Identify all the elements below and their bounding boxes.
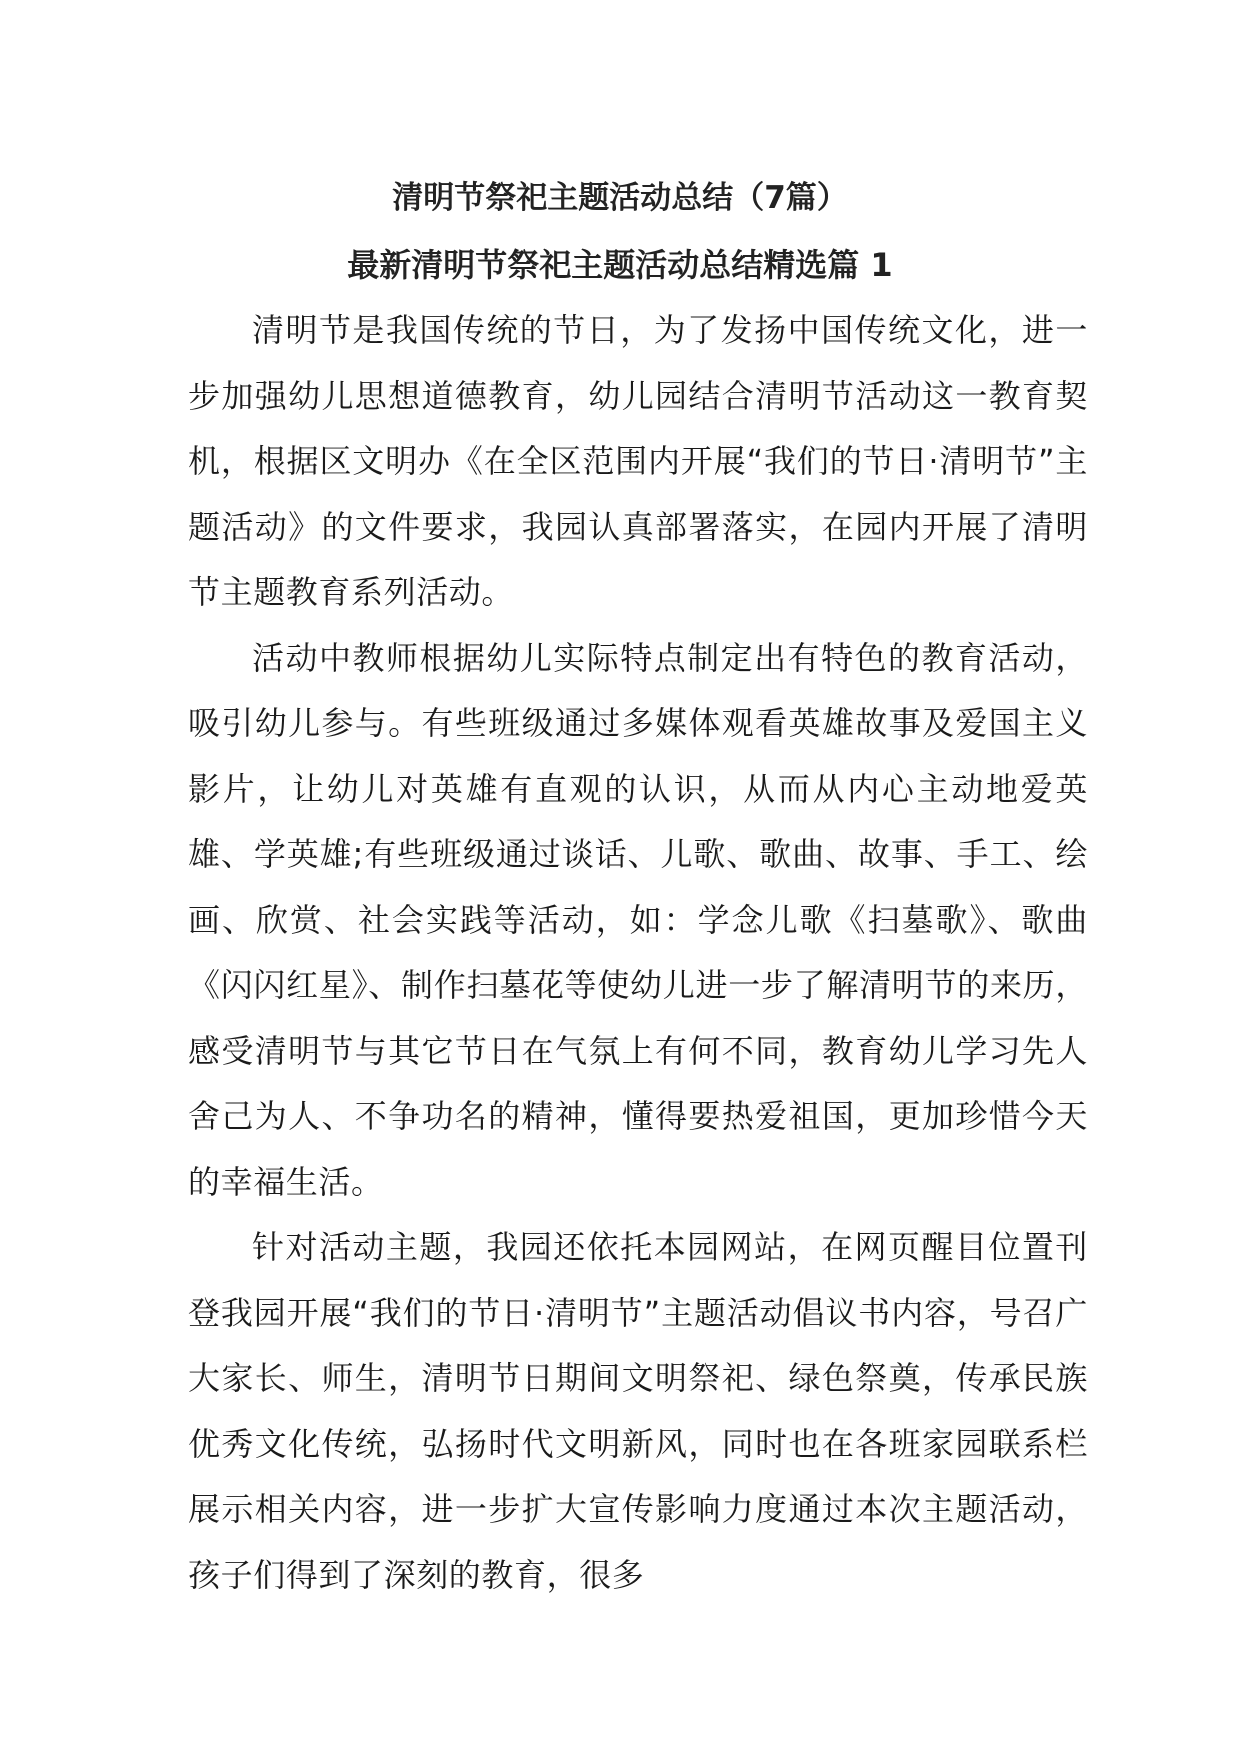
section-heading: 最新清明节祭祀主题活动总结精选篇 1 [347,246,893,284]
paragraph-3: 针对活动主题，我园还依托本园网站，在网页醒目位置刊登我园开展“我们的节日·清明节”主题活动倡议书内容，号召广大家长、师生，清明节日期间文明祭祀、绿色祭奠，传承民族优秀文化传统，弘扬时代文明新风，同时也在各班家园联系栏展示相关内容，进一步扩大宣传影响力度通过本次主题活动，孩子们得到了深刻的教育，很多 [188,1228,1088,1594]
document-title: 清明节祭祀主题活动总结（7篇） [392,180,848,216]
document-body [188,298,1088,1608]
paragraph-1: 清明节是我国传统的节日，为了发扬中国传统文化，进一步加强幼儿思想道德教育，幼儿园结合清明节活动这一教育契机，根据区文明办《在全区范围内开展“我们的节日·清明节”主题活动》的文件要求，我园认真部署落实，在园内开展了清明节主题教育系列活动。 [188,311,1088,611]
paragraph-2: 活动中教师根据幼儿实际特点制定出有特色的教育活动，吸引幼儿参与。有些班级通过多媒体观看英雄故事及爱国主义影片，让幼儿对英雄有直观的认识，从而从内心主动地爱英雄、学英雄;有些班级通过谈话、儿歌、歌曲、故事、手工、绘画、欣赏、社会实践等活动，如：学念儿歌《扫墓歌》、歌曲《闪闪红星》、制作扫墓花等使幼儿进一步了解清明节的来历，感受清明节与其它节日在气氛上有何不同，教育幼儿学习先人舍己为人、不争功名的精神，懂得要热爱祖国，更加珍惜今天的幸福生活。 [188,638,1088,1201]
